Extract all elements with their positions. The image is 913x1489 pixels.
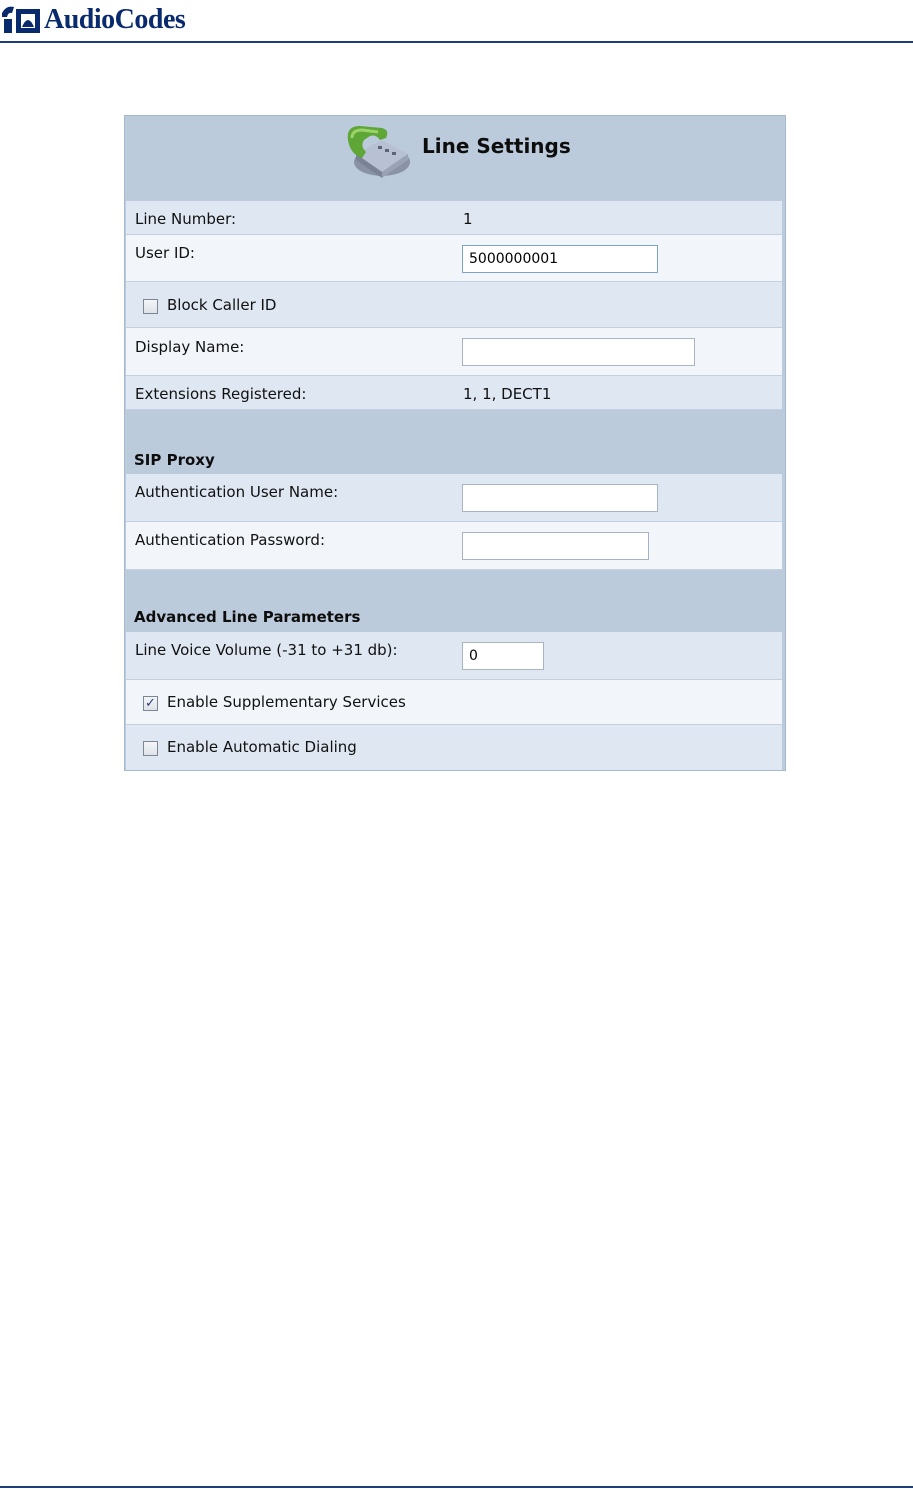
brand-logo	[0, 2, 185, 38]
display-name-row	[126, 328, 782, 376]
auth-user-input[interactable]	[462, 484, 658, 512]
line-number-label: Line Number:	[135, 210, 237, 228]
line-settings-panel	[124, 115, 786, 771]
audiocodes-logo-icon	[0, 3, 42, 37]
block-caller-id-label[interactable]: Block Caller ID	[167, 296, 277, 314]
volume-label: Line Voice Volume (-31 to +31 db):	[135, 641, 398, 659]
volume-row	[126, 632, 782, 680]
footer-divider	[0, 1486, 913, 1488]
auto-dial-row[interactable]	[126, 725, 782, 770]
sip-proxy-heading: SIP Proxy	[134, 451, 215, 469]
display-name-label: Display Name:	[135, 338, 245, 356]
advanced-heading: Advanced Line Parameters	[134, 608, 361, 626]
auth-password-label: Authentication Password:	[135, 531, 325, 549]
volume-input[interactable]	[462, 642, 544, 670]
auth-user-label: Authentication User Name:	[135, 483, 339, 501]
supplementary-row[interactable]	[126, 680, 782, 725]
checkmark-icon: ✓	[145, 696, 156, 711]
user-id-input[interactable]	[462, 245, 658, 273]
panel-header	[125, 116, 785, 201]
supplementary-checkbox[interactable]	[143, 696, 158, 711]
auth-password-row	[126, 522, 782, 570]
brand-name: AudioCodes	[44, 4, 186, 35]
user-id-row	[126, 235, 782, 282]
auto-dial-label[interactable]: Enable Automatic Dialing	[167, 738, 357, 756]
display-name-input[interactable]	[462, 338, 695, 366]
block-caller-id-row[interactable]	[126, 282, 782, 328]
user-id-label: User ID:	[135, 244, 195, 262]
line-number-row	[126, 201, 782, 235]
extensions-value: 1, 1, DECT1	[463, 385, 552, 403]
panel-title: Line Settings	[422, 134, 571, 158]
line-number-value: 1	[463, 210, 473, 228]
extensions-label: Extensions Registered:	[135, 385, 307, 403]
auto-dial-checkbox[interactable]	[143, 741, 158, 756]
supplementary-label[interactable]: Enable Supplementary Services	[167, 693, 406, 711]
block-caller-id-checkbox[interactable]	[143, 299, 158, 314]
header-divider	[0, 41, 913, 43]
auth-password-input[interactable]	[462, 532, 649, 560]
auth-user-row	[126, 474, 782, 522]
extensions-row	[126, 376, 782, 410]
phone-icon	[342, 120, 412, 182]
